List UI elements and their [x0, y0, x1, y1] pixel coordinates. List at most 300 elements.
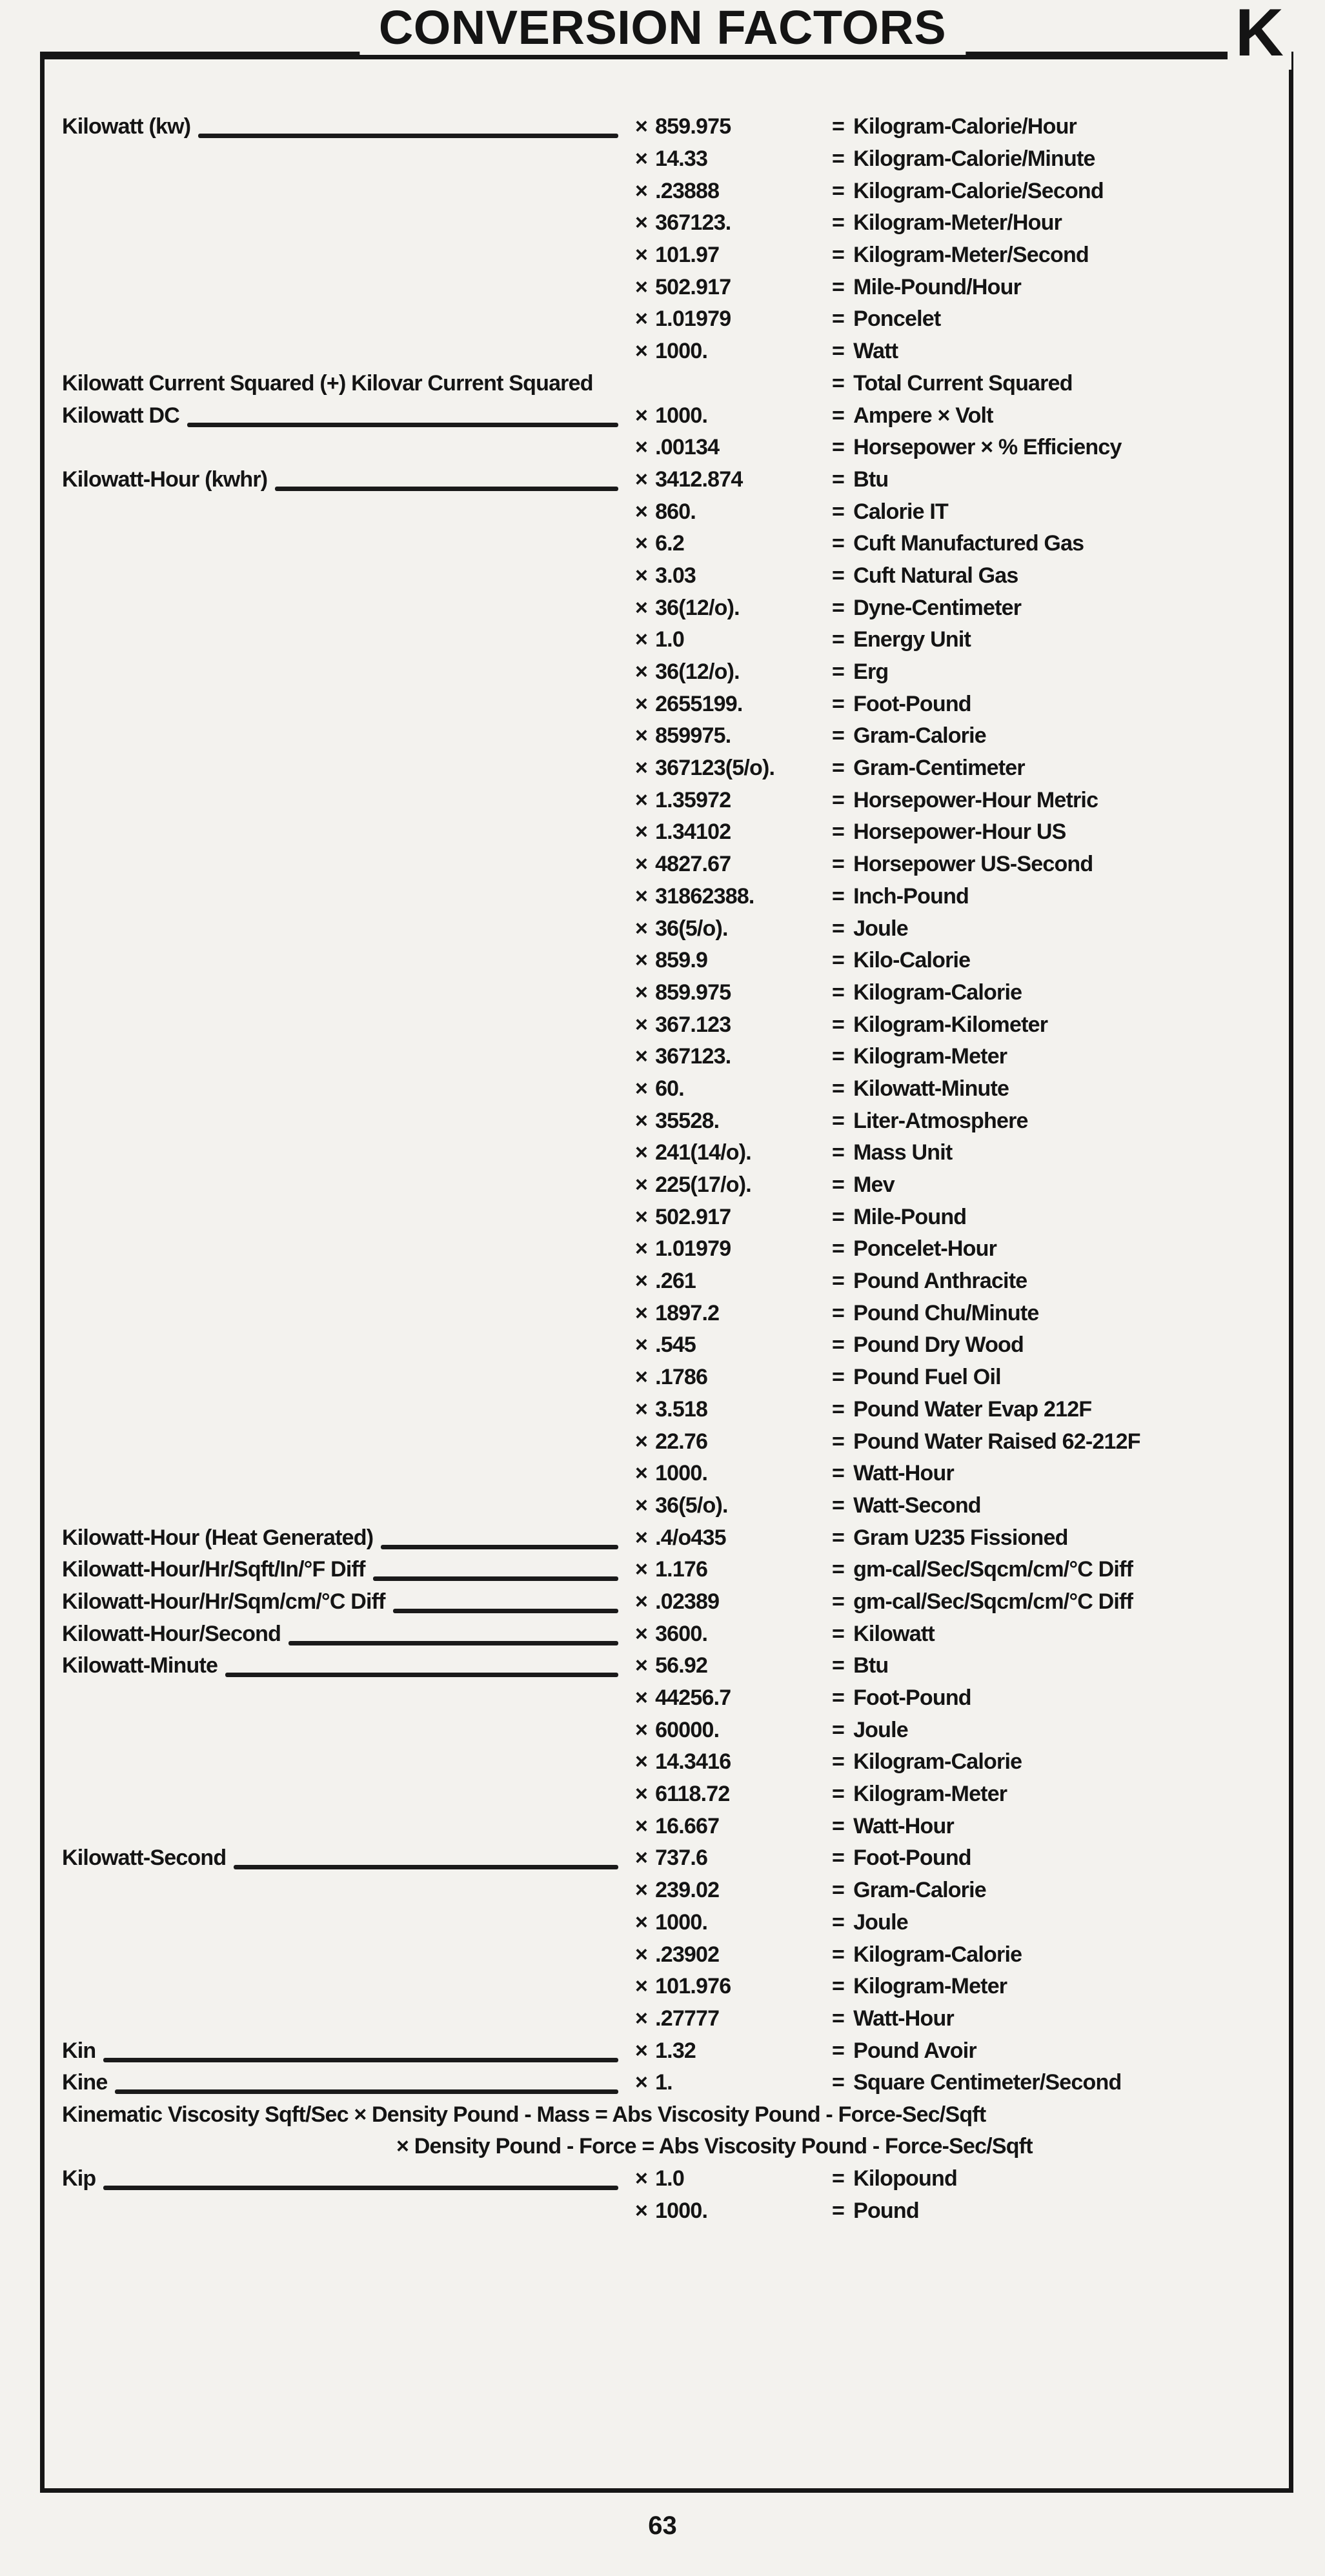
- result-unit: Btu: [853, 467, 889, 492]
- equals-sign: =: [832, 531, 845, 556]
- label-cell: [62, 467, 635, 492]
- factor-cell: [635, 1974, 832, 1999]
- equals-sign: =: [832, 659, 845, 685]
- conversion-row: [45, 2003, 1290, 2035]
- factor-value: 60000.: [655, 1717, 720, 1742]
- label-cell: [62, 2038, 635, 2064]
- result-cell: [832, 916, 1290, 941]
- factor-value: 1.34102: [655, 820, 731, 845]
- result-unit: Kilo-Calorie: [853, 948, 971, 973]
- equals-sign: =: [832, 1236, 845, 1262]
- result-unit: Kilogram-Meter/Hour: [853, 210, 1062, 236]
- equals-sign: =: [832, 114, 845, 139]
- result-cell: [832, 756, 1290, 781]
- factor-cell: [635, 1140, 832, 1165]
- multiply-sign: ×: [635, 1621, 648, 1646]
- conversion-row: [45, 368, 1290, 400]
- multiply-sign: ×: [635, 1172, 648, 1198]
- conversion-row: [45, 1810, 1290, 1842]
- multiply-sign: ×: [635, 435, 648, 460]
- conversion-row: [45, 271, 1290, 303]
- label-cell: [62, 2166, 635, 2191]
- multiply-sign: ×: [635, 883, 648, 909]
- multiply-sign: ×: [635, 563, 648, 588]
- result-unit: Watt: [853, 339, 898, 364]
- factor-value: 3600.: [655, 1621, 708, 1646]
- factor-value: 1000.: [655, 1461, 708, 1486]
- factor-cell: [635, 2006, 832, 2031]
- leader-line: [103, 2186, 618, 2190]
- conversion-row: [45, 1233, 1290, 1265]
- factor-value: 101.97: [655, 243, 720, 268]
- equals-sign: =: [832, 2038, 845, 2063]
- multiply-sign: ×: [635, 531, 648, 556]
- result-unit: Kilogram-Calorie/Hour: [853, 114, 1077, 139]
- result-unit: Pound: [853, 2199, 919, 2224]
- factor-cell: [635, 403, 832, 428]
- factor-cell: [635, 1493, 832, 1518]
- result-unit: Poncelet-Hour: [853, 1236, 997, 1262]
- result-unit: Kilogram-Calorie: [853, 1942, 1022, 1967]
- factor-cell: [635, 659, 832, 685]
- result-cell: [832, 627, 1290, 652]
- factor-cell: [635, 756, 832, 781]
- equals-sign: =: [832, 1300, 845, 1325]
- result-unit: Kilowatt-Minute: [853, 1076, 1009, 1101]
- result-cell: [832, 1301, 1290, 1326]
- result-unit: Mile-Pound/Hour: [853, 274, 1022, 299]
- result-unit: Energy Unit: [853, 627, 971, 652]
- result-cell: [832, 884, 1290, 909]
- result-unit: Gram-Calorie: [853, 1878, 986, 1903]
- result-unit: Joule: [853, 1909, 908, 1935]
- equals-sign: =: [832, 883, 845, 909]
- factor-value: 859.9: [655, 948, 708, 973]
- multiply-sign: ×: [635, 1653, 648, 1678]
- result-cell: [832, 499, 1290, 525]
- conversion-freeform-row: [45, 2099, 1290, 2131]
- conversion-row: [45, 399, 1290, 432]
- multiply-sign: ×: [635, 1236, 648, 1262]
- equals-sign: =: [832, 243, 845, 268]
- result-unit: Kilogram-Meter: [853, 1782, 1007, 1807]
- factor-value: 367123(5/o).: [655, 756, 775, 781]
- result-cell: [832, 210, 1290, 236]
- factor-cell: [635, 1814, 832, 1839]
- result-unit: Gram U235 Fissioned: [853, 1525, 1068, 1550]
- result-cell: [832, 1140, 1290, 1165]
- result-unit: gm-cal/Sec/Sqcm/cm/°C Diff: [853, 1589, 1133, 1614]
- factor-value: 101.976: [655, 1974, 731, 1999]
- multiply-sign: ×: [635, 820, 648, 845]
- factor-value: 241(14/o).: [655, 1140, 751, 1165]
- result-cell: [832, 307, 1290, 332]
- multiply-sign: ×: [635, 787, 648, 812]
- factor-cell: [635, 884, 832, 909]
- factor-value: .23888: [655, 178, 720, 203]
- multiply-sign: ×: [635, 467, 648, 492]
- multiply-sign: ×: [635, 146, 648, 172]
- equals-sign: =: [832, 146, 845, 172]
- factor-cell: [635, 1172, 832, 1198]
- factor-value: 1.01979: [655, 307, 731, 332]
- multiply-sign: ×: [635, 691, 648, 716]
- result-cell: [832, 339, 1290, 364]
- result-unit: Joule: [853, 1717, 908, 1742]
- equals-sign: =: [832, 980, 845, 1005]
- conversion-row: [45, 1041, 1290, 1073]
- conversion-row: [45, 1875, 1290, 1907]
- unit-label: Kilowatt (kw): [62, 114, 191, 139]
- result-cell: [832, 2038, 1290, 2064]
- result-cell: [832, 1397, 1290, 1422]
- conversion-row: [45, 1586, 1290, 1618]
- equals-sign: =: [832, 1012, 845, 1037]
- equals-sign: =: [832, 1044, 845, 1069]
- result-unit: Watt-Hour: [853, 1813, 954, 1838]
- result-unit: Gram-Centimeter: [853, 756, 1025, 781]
- conversion-row: [45, 881, 1290, 913]
- multiply-sign: ×: [635, 723, 648, 749]
- label-cell: [62, 1653, 635, 1678]
- leader-line: [103, 2058, 618, 2062]
- factor-value: 16.667: [655, 1813, 720, 1838]
- label-cell: [62, 403, 635, 428]
- result-cell: [832, 1974, 1290, 1999]
- result-cell: [832, 1333, 1290, 1358]
- result-cell: [832, 1718, 1290, 1743]
- factor-value: .261: [655, 1269, 696, 1294]
- multiply-sign: ×: [635, 1300, 648, 1325]
- factor-cell: [635, 1589, 832, 1615]
- result-cell: [832, 1878, 1290, 1903]
- factor-cell: [635, 1301, 832, 1326]
- factor-value: .27777: [655, 2006, 720, 2031]
- equals-sign: =: [832, 1621, 845, 1646]
- multiply-sign: ×: [635, 1557, 648, 1582]
- conversion-row: [45, 175, 1290, 207]
- equals-sign: =: [832, 1429, 845, 1454]
- factor-value: 44256.7: [655, 1685, 731, 1711]
- factor-value: 1000.: [655, 403, 708, 428]
- conversion-row: [45, 2035, 1290, 2067]
- conversion-row: [45, 1265, 1290, 1298]
- multiply-sign: ×: [635, 1974, 648, 1999]
- factor-cell: [635, 499, 832, 525]
- equals-sign: =: [832, 1396, 845, 1422]
- equals-sign: =: [832, 1653, 845, 1678]
- result-unit: Mile-Pound: [853, 1204, 967, 1229]
- factor-cell: [635, 2070, 832, 2095]
- factor-cell: [635, 1557, 832, 1582]
- result-unit: gm-cal/Sec/Sqcm/cm/°C Diff: [853, 1557, 1133, 1582]
- equals-sign: =: [832, 2199, 845, 2224]
- factor-cell: [635, 1109, 832, 1134]
- multiply-sign: ×: [635, 1044, 648, 1069]
- conversion-row: [45, 1425, 1290, 1458]
- factor-value: 3412.874: [655, 467, 743, 492]
- result-cell: [832, 1942, 1290, 1967]
- result-unit: Kilowatt: [853, 1621, 935, 1646]
- conversion-row: [45, 945, 1290, 977]
- equals-sign: =: [832, 1942, 845, 1967]
- factor-value: 3.518: [655, 1396, 708, 1422]
- factor-value: 6118.72: [655, 1782, 730, 1807]
- factor-cell: [635, 820, 832, 845]
- equals-sign: =: [832, 1172, 845, 1198]
- result-unit: Pound Anthracite: [853, 1269, 1027, 1294]
- equals-sign: =: [832, 499, 845, 524]
- multiply-sign: ×: [635, 1269, 648, 1294]
- result-unit: Mass Unit: [853, 1140, 953, 1165]
- factor-cell: [635, 1205, 832, 1230]
- result-cell: [832, 1109, 1290, 1134]
- multiply-sign: ×: [635, 1204, 648, 1229]
- result-cell: [832, 2070, 1290, 2095]
- result-unit: Foot-Pound: [853, 1846, 971, 1871]
- result-cell: [832, 1205, 1290, 1230]
- factor-value: .00134: [655, 435, 720, 460]
- result-cell: [832, 1589, 1290, 1615]
- unit-label: Kilowatt DC: [62, 403, 179, 428]
- factor-value: 1.0: [655, 627, 684, 652]
- factor-value: 1.0: [655, 2166, 684, 2191]
- equals-sign: =: [832, 210, 845, 236]
- multiply-sign: ×: [635, 659, 648, 685]
- result-unit: Foot-Pound: [853, 1685, 971, 1711]
- conversion-row: [45, 1073, 1290, 1105]
- factor-value: .23902: [655, 1942, 720, 1967]
- multiply-sign: ×: [635, 2166, 648, 2191]
- factor-cell: [635, 114, 832, 139]
- multiply-sign: ×: [635, 1813, 648, 1838]
- multiply-sign: ×: [635, 948, 648, 973]
- equals-sign: =: [832, 1782, 845, 1807]
- conversion-row: [45, 1907, 1290, 1939]
- result-cell: [832, 563, 1290, 589]
- leader-line: [225, 1673, 618, 1677]
- result-cell: [832, 179, 1290, 204]
- result-cell: [832, 114, 1290, 139]
- conversion-row: [45, 336, 1290, 368]
- factor-value: 225(17/o).: [655, 1172, 751, 1198]
- result-cell: [832, 820, 1290, 845]
- factor-cell: [635, 467, 832, 492]
- label-cell: [62, 1846, 635, 1871]
- unit-label: Kilowatt Current Squared (+) Kilovar Current Squared: [62, 370, 593, 396]
- factor-cell: [635, 1044, 832, 1069]
- freeform-equation-text: Kinematic Viscosity Sqft/Sec × Density Pound - Mass = Abs Viscosity Pound - Force-Sec/Sqft: [62, 2102, 986, 2127]
- multiply-sign: ×: [635, 2070, 648, 2095]
- factor-cell: [635, 852, 832, 877]
- factor-cell: [635, 1782, 832, 1807]
- factor-cell: [635, 146, 832, 172]
- multiply-sign: ×: [635, 852, 648, 877]
- result-unit: Mev: [853, 1172, 895, 1198]
- equals-sign: =: [832, 691, 845, 716]
- leader-line: [198, 134, 618, 138]
- factor-cell: [635, 1397, 832, 1422]
- result-cell: [832, 531, 1290, 556]
- conversion-row: [45, 912, 1290, 945]
- factor-value: .4/o435: [655, 1525, 726, 1550]
- factor-value: 860.: [655, 499, 696, 524]
- result-unit: Btu: [853, 1653, 889, 1678]
- leader-line: [187, 423, 618, 427]
- multiply-sign: ×: [635, 595, 648, 620]
- factor-value: 367123.: [655, 210, 731, 236]
- label-cell: [62, 114, 635, 139]
- factor-value: 36(5/o).: [655, 916, 728, 941]
- result-unit: Kilogram-Kilometer: [853, 1012, 1048, 1037]
- result-unit: Pound Avoir: [853, 2038, 976, 2063]
- result-cell: [832, 371, 1290, 396]
- factor-value: 60.: [655, 1076, 684, 1101]
- factor-cell: [635, 1076, 832, 1102]
- conversion-row: [45, 624, 1290, 656]
- conversion-row: [45, 592, 1290, 624]
- factor-value: 14.3416: [655, 1749, 731, 1775]
- result-unit: Watt-Second: [853, 1493, 981, 1518]
- multiply-sign: ×: [635, 1076, 648, 1101]
- result-cell: [832, 1076, 1290, 1102]
- factor-cell: [635, 980, 832, 1005]
- conversion-row: [45, 432, 1290, 464]
- result-cell: [832, 692, 1290, 717]
- conversion-row: [45, 143, 1290, 176]
- result-cell: [832, 2006, 1290, 2031]
- leader-line: [234, 1865, 618, 1869]
- leader-line: [373, 1576, 618, 1581]
- result-cell: [832, 1846, 1290, 1871]
- result-unit: Horsepower-Hour Metric: [853, 787, 1098, 812]
- factor-value: 1000.: [655, 1909, 708, 1935]
- result-unit: Gram-Calorie: [853, 723, 986, 749]
- factor-value: 35528.: [655, 1108, 720, 1133]
- multiply-sign: ×: [635, 307, 648, 332]
- factor-value: 22.76: [655, 1429, 708, 1454]
- multiply-sign: ×: [635, 916, 648, 941]
- conversion-row: [45, 1554, 1290, 1586]
- multiply-sign: ×: [635, 339, 648, 364]
- result-cell: [832, 1653, 1290, 1678]
- multiply-sign: ×: [635, 1909, 648, 1935]
- equals-sign: =: [832, 1813, 845, 1838]
- factor-cell: [635, 2166, 832, 2191]
- result-cell: [832, 243, 1290, 268]
- factor-cell: [635, 1942, 832, 1967]
- label-cell: [62, 1557, 635, 1582]
- result-unit: Kilogram-Meter: [853, 1974, 1007, 1999]
- unit-label: Kilowatt-Hour/Hr/Sqft/In/°F Diff: [62, 1557, 365, 1582]
- equals-sign: =: [832, 274, 845, 299]
- result-unit: Watt-Hour: [853, 2006, 954, 2031]
- factor-cell: [635, 275, 832, 300]
- result-unit: Kilogram-Calorie/Minute: [853, 146, 1095, 172]
- factor-cell: [635, 307, 832, 332]
- factor-cell: [635, 916, 832, 941]
- result-unit: Cuft Manufactured Gas: [853, 531, 1084, 556]
- result-unit: Cuft Natural Gas: [853, 563, 1018, 588]
- conversion-row: [45, 1394, 1290, 1426]
- conversion-row: [45, 1778, 1290, 1811]
- multiply-sign: ×: [635, 1365, 648, 1390]
- result-unit: Erg: [853, 659, 889, 685]
- unit-label: Kilowatt-Hour/Second: [62, 1621, 281, 1646]
- conversion-row: [45, 1714, 1290, 1746]
- result-cell: [832, 596, 1290, 621]
- leader-line: [115, 2089, 618, 2094]
- conversion-row: [45, 720, 1290, 752]
- factor-cell: [635, 627, 832, 652]
- equals-sign: =: [832, 1204, 845, 1229]
- factor-value: 1.176: [655, 1557, 708, 1582]
- unit-label: Kin: [62, 2038, 96, 2063]
- multiply-sign: ×: [635, 274, 648, 299]
- equals-sign: =: [832, 339, 845, 364]
- conversion-row: [45, 1490, 1290, 1522]
- multiply-sign: ×: [635, 1396, 648, 1422]
- equals-sign: =: [832, 563, 845, 588]
- result-cell: [832, 1557, 1290, 1582]
- factor-cell: [635, 1333, 832, 1358]
- conversion-row: [45, 784, 1290, 816]
- equals-sign: =: [832, 178, 845, 203]
- multiply-sign: ×: [635, 756, 648, 781]
- equals-sign: =: [832, 787, 845, 812]
- multiply-sign: ×: [635, 1461, 648, 1486]
- result-cell: [832, 1749, 1290, 1775]
- leader-line: [288, 1641, 618, 1645]
- result-unit: Horsepower × % Efficiency: [853, 435, 1122, 460]
- multiply-sign: ×: [635, 1846, 648, 1871]
- factor-value: 502.917: [655, 274, 731, 299]
- factor-cell: [635, 1365, 832, 1390]
- result-unit: Pound Dry Wood: [853, 1333, 1024, 1358]
- equals-sign: =: [832, 1333, 845, 1358]
- factor-value: 14.33: [655, 146, 708, 172]
- factor-value: 367.123: [655, 1012, 731, 1037]
- label-cell: [62, 1622, 635, 1647]
- multiply-sign: ×: [635, 1140, 648, 1165]
- conversion-row: [45, 528, 1290, 560]
- equals-sign: =: [832, 2166, 845, 2191]
- equals-sign: =: [832, 916, 845, 941]
- conversion-row: [45, 1137, 1290, 1169]
- result-unit: Kilogram-Meter: [853, 1044, 1007, 1069]
- equals-sign: =: [832, 1974, 845, 1999]
- factor-value: 1000.: [655, 339, 708, 364]
- factor-cell: [635, 2038, 832, 2064]
- result-cell: [832, 659, 1290, 685]
- equals-sign: =: [832, 1525, 845, 1550]
- factor-cell: [635, 243, 832, 268]
- multiply-sign: ×: [635, 243, 648, 268]
- result-unit: Ampere × Volt: [853, 403, 993, 428]
- conversion-row: [45, 1458, 1290, 1490]
- conversion-row: [45, 111, 1290, 143]
- conversion-row: [45, 1297, 1290, 1329]
- result-unit: Joule: [853, 916, 908, 941]
- multiply-sign: ×: [635, 1429, 648, 1454]
- result-cell: [832, 1012, 1290, 1038]
- unit-label: Kine: [62, 2070, 108, 2095]
- factor-cell: [635, 1525, 832, 1551]
- conversion-row: [45, 1842, 1290, 1875]
- multiply-sign: ×: [635, 627, 648, 652]
- factor-cell: [635, 596, 832, 621]
- result-cell: [832, 1493, 1290, 1518]
